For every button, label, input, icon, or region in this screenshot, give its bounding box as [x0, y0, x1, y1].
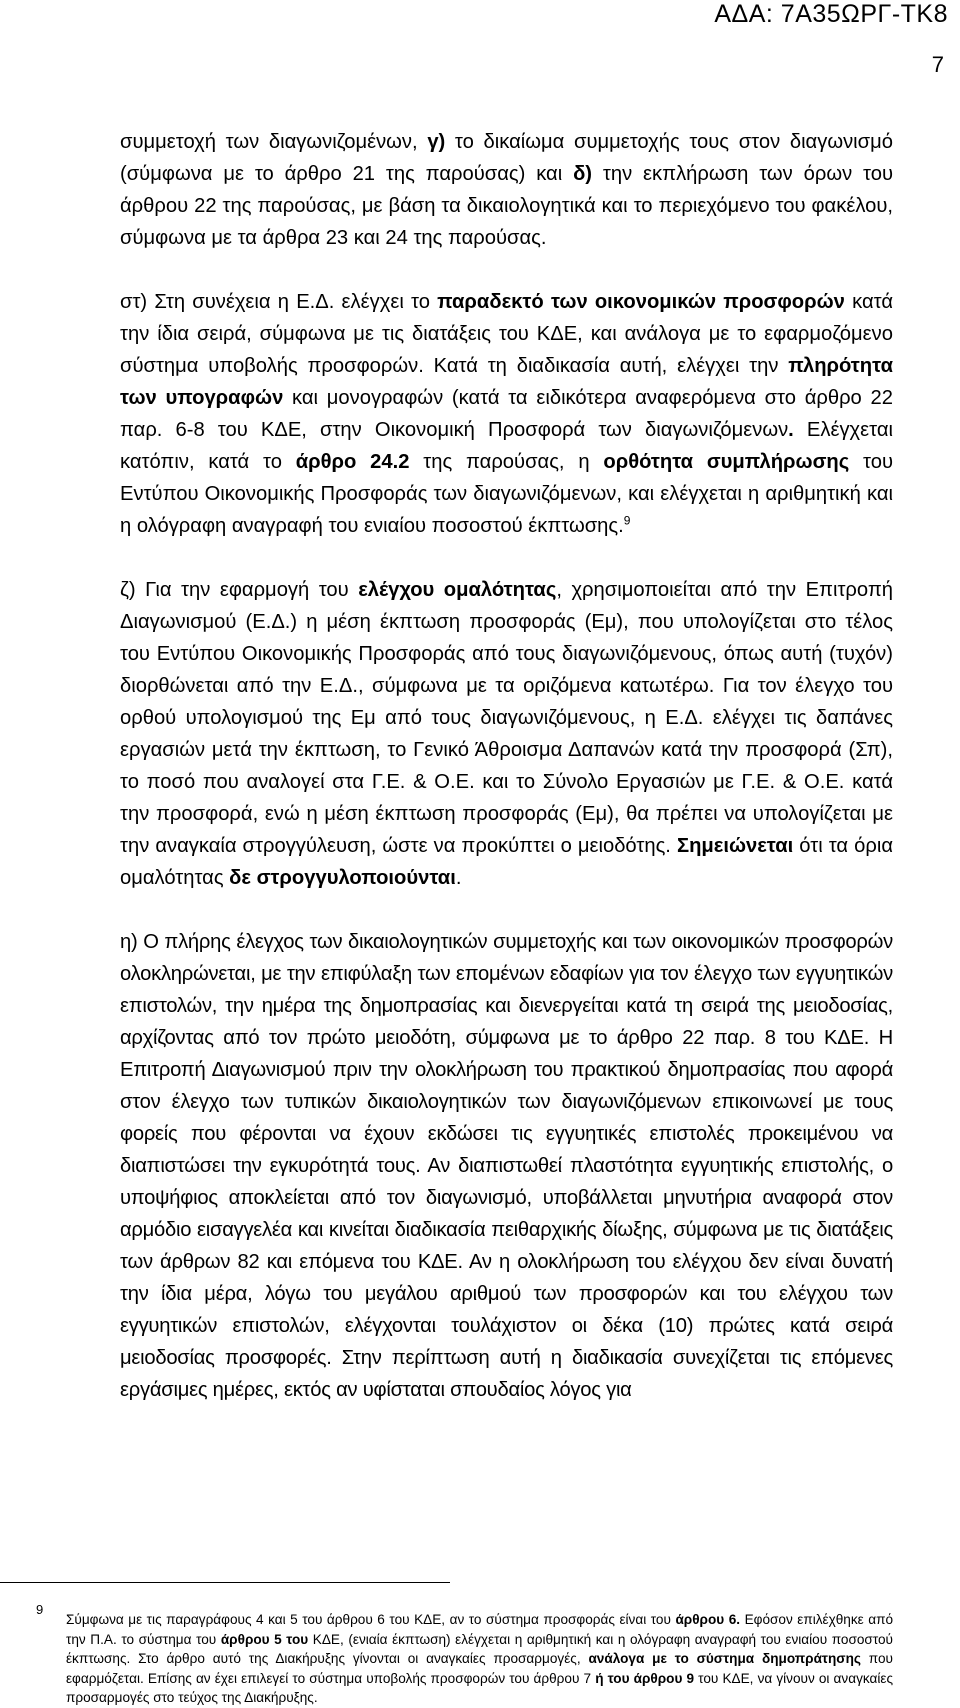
- text-run: Ελέγχεται κατόπιν, κατά το: [120, 419, 893, 473]
- footnote-reference[interactable]: 9: [623, 513, 631, 528]
- bold-run: ή του άρθρου 9: [595, 1670, 695, 1686]
- text-run: , χρησιμοποιείται από την Επιτροπή Διαγωνισμού (Ε.Δ.) η μέση έκπτωση προσφοράς (Εμ), που υπολογίζεται στο τέλος του Εντύπου Οικονομικής Προσφοράς από τους διαγωνιζόμενους, όπως αυτή (τυχόν) διορθώνεται από την Ε.Δ., σύμφωνα με τα οριζόμενα κατωτέρω. Για τον έλεγχο του ορθού υπολογισμού της Εμ από τους διαγωνιζόμενους, η Ε.Δ. ελέγχει τις δαπάνες εργασιών μετά την έκπτωση, το Γενικό Άθροισμα Δαπανών κατά την προσφορά (Σπ), το ποσό που αναλογεί στα Γ.Ε. & Ο.Ε. και το Σύνολο Εργασιών με Γ.Ε. & Ο.Ε. κατά την προσφορά, ενώ η μέση έκπτωση προσφοράς (Εμ), θα πρέπει να υπολογίζεται με την αναγκαία στρογγύλευση, ώστε να προκύπτει ο μειοδότης.: [120, 579, 894, 857]
- text-run: κατά την ίδια σειρά, σύμφωνα με τις διατάξεις του ΚΔΕ, και ανάλογα με το εφαρμοζόμενο σύστημα υποβολής προσφορών. Κατά τη διαδικασία αυτή, ελέγχει την: [120, 291, 893, 377]
- text-run: Σύμφωνα με τις παραγράφους 4 και 5 του άρθρου 6 του ΚΔΕ, αν το σύστημα προσφοράς είναι του: [66, 1612, 676, 1627]
- bold-run: ελέγχου ομαλότητας: [358, 579, 557, 601]
- footnote-separator: [0, 1582, 450, 1583]
- text-run: ότι τα όρια ομαλότητας: [120, 835, 893, 889]
- text-run: που εφαρμόζεται. Επίσης αν έχει επιλεγεί το σύστημα υποβολής προσφορών του άρθρου 7: [66, 1651, 893, 1686]
- bold-run: ανάλογα με το σύστημα δημοπράτησης: [588, 1651, 861, 1667]
- paragraph-st: [120, 286, 893, 542]
- text-run: η) Ο πλήρης έλεγχος των δικαιολογητικών συμμετοχής και των οικονομικών προσφορών ολοκληρώνεται, με την επιφύλαξη των επομένων εδαφίων για τον έλεγχο των εγγυητικών επιστολών, την ημέρα της δημοπρασίας και διενεργείται κατά τη σειρά της μειοδοσίας, αρχίζοντας από τον πρώτο μειοδότη, σύμφωνα με το άρθρο 22 παρ. 8 του ΚΔΕ. Η Επιτροπή Διαγωνισμού πριν την ολοκλήρωση του πρακτικού δημοπρασίας που αφορά στον έλεγχο των τυπικών δικαιολογητικών των διαγωνιζόμενων επικοινωνεί με τους φορείς που φέρονται να έχουν εκδώσει τις εγγυητικές επιστολές προκειμένου να διαπιστώσει την εγκυρότητά τους. Αν διαπιστωθεί πλαστότητα εγγυητικής επιστολής, ο υποψήφιος αποκλείεται από τον διαγωνισμό, υποβάλλεται μηνυτήρια αναφορά στον αρμόδιο εισαγγελέα και κινείται διαδικασία πειθαρχικής δίωξης, σύμφωνα με τις διατάξεις των άρθρων 82 και επόμενα του ΚΔΕ. Αν η ολοκλήρωση του ελέγχου δεν είναι δυνατή την ίδια μέρα, λόγω του μεγάλου αριθμού των προσφορών και του ελέγχου των εγγυητικών επιστολών, ελέγχονται τουλάχιστον οι δέκα (10) πρώτες κατά σειρά μειοδοσίας προσφορές. Στην περίπτωση αυτή η διαδικασία συνεχίζεται τις επόμενες εργάσιμες ημέρες, εκτός αν υφίσταται σπουδαίος λόγος για: [120, 931, 893, 1401]
- text-run: της παρούσας, η: [409, 451, 604, 473]
- text-run: του ΚΔΕ, να γίνουν οι αναγκαίες προσαρμογές στο τεύχος της Διακήρυξης.: [66, 1670, 893, 1706]
- bold-run: άρθρου 5 του: [220, 1631, 309, 1647]
- bold-run: άρθρου 6.: [675, 1612, 741, 1627]
- text-run: την εκπλήρωση των όρων του άρθρου 22 της παρούσας, με βάση τα δικαιολογητικά και το περιεχόμενο του φακέλου, σύμφωνα με τα άρθρα 23 και 24 της παρούσας.: [120, 163, 893, 249]
- bold-run: άρθρο 24.2: [295, 451, 410, 473]
- bold-run: δ): [573, 163, 593, 185]
- bold-run: Σημειώνεται: [676, 835, 794, 857]
- paragraph-z: [120, 574, 893, 894]
- bold-run: πληρότητα των υπογραφών: [120, 355, 893, 409]
- page-number: 7: [931, 52, 944, 77]
- text-run: και μονογραφών (κατά τα ειδικότερα αναφερόμενα στο άρθρο 22 παρ. 6-8 του ΚΔΕ, στην Οικονομική Προσφορά των διαγωνιζόμενων: [120, 387, 893, 441]
- footnote-text: [66, 1610, 893, 1708]
- bold-run: παραδεκτό των οικονομικών προσφορών: [437, 291, 845, 313]
- bold-run: γ): [427, 131, 446, 153]
- document-body: [120, 126, 893, 1406]
- bold-run: .: [788, 419, 794, 441]
- text-run: .: [455, 867, 462, 889]
- text-run: του Εντύπου Οικονομικής Προσφοράς των διαγωνιζόμενων, και ελέγχεται η αριθμητική και η ολόγραφη αναγραφή του ενιαίου ποσοστού έκπτωσης.: [120, 451, 893, 537]
- ada-code: ΑΔΑ: 7Α35ΩΡΓ-ΤΚ8: [714, 0, 948, 28]
- text-run: το δικαίωμα συμμετοχής τους στον διαγωνισμό (σύμφωνα με το άρθρο 21 της παρούσας) και: [120, 131, 893, 185]
- footnote-number: 9: [36, 1602, 44, 1617]
- text-run: Εφόσον επιλέχθηκε από την Π.Α. το σύστημα του: [66, 1612, 894, 1647]
- text-run: συμμετοχή των διαγωνιζομένων,: [120, 131, 428, 153]
- bold-run: δε στρογγυλοποιούνται: [229, 867, 456, 889]
- bold-run: ορθότητα συμπλήρωσης: [603, 451, 850, 473]
- paragraph-i: [120, 926, 893, 1406]
- text-run: ζ) Για την εφαρμογή του: [120, 579, 359, 601]
- text-run: στ) Στη συνέχεια η Ε.Δ. ελέγχει το: [120, 291, 438, 313]
- paragraph-continuation: [120, 126, 893, 254]
- text-run: ΚΔΕ, (ενιαία έκπτωση) ελέγχεται η αριθμητική και η ολόγραφη αναγραφή του ενιαίου ποσοστού έκπτωσης. Στο άρθρο αυτό της Διακήρυξης γίνονται οι αναγκαίες προσαρμογές,: [66, 1631, 893, 1667]
